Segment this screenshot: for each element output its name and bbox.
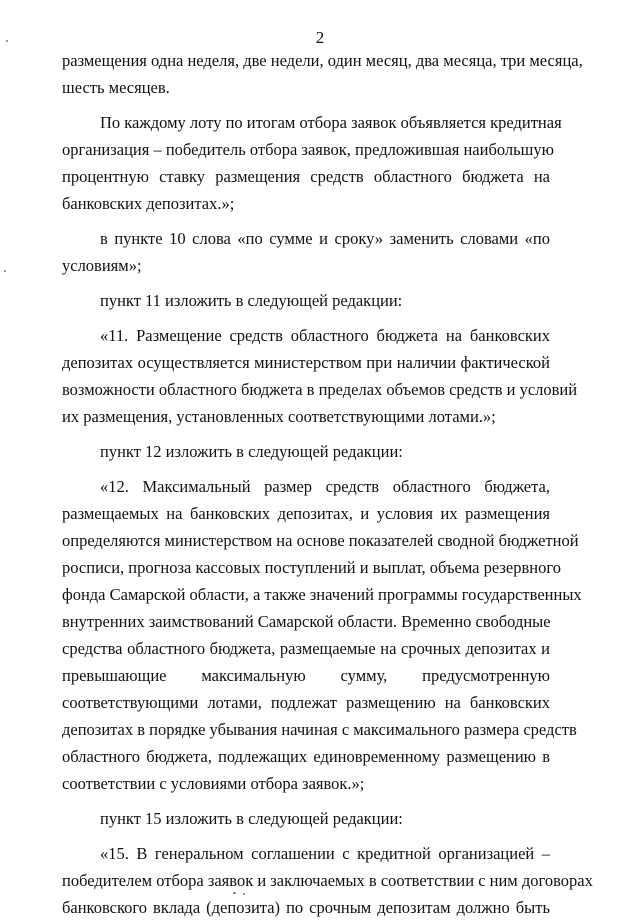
text-line: «15. В генеральном соглашении с кредитной организацией – <box>100 844 550 863</box>
text-line: размещения одна неделя, две недели, один месяц, два месяца, три месяца, <box>62 51 583 70</box>
text-line: размещаемых на банковских депозитах, и условия их размещения <box>62 504 550 523</box>
text-line: соответствующими лотами, подлежат размещению на банковских <box>62 693 550 712</box>
text-line: областного бюджета, подлежащих единовременному размещению в <box>62 747 550 766</box>
text-line: превышающие максимальную сумму, предусмотренную <box>62 666 550 685</box>
text-line: росписи, прогноза кассовых поступлений и выплат, объема резервного <box>62 558 561 577</box>
text-line: средства областного бюджета, размещаемые на срочных депозитах и <box>62 639 550 658</box>
text-line: «12. Максимальный размер средств областного бюджета, <box>100 477 550 496</box>
text-line: возможности областного бюджета в пределах объемов средств и условий <box>62 380 578 399</box>
text-line: определяются министерством на основе показателей сводной бюджетной <box>62 531 579 550</box>
text-line: «11. Размещение средств областного бюджета на банковских <box>100 326 550 345</box>
text-line: шесть месяцев. <box>62 78 170 97</box>
scan-artifact <box>6 40 8 42</box>
text-line: пункт 15 изложить в следующей редакции: <box>100 809 403 828</box>
text-line: процентную ставку размещения средств областного бюджета на <box>62 167 550 186</box>
scan-artifact <box>4 270 6 272</box>
document-body <box>62 47 593 921</box>
scan-artifact <box>233 892 236 894</box>
text-line: победителем отбора заявок и заключаемых в соответствии с ним договорах <box>62 871 593 890</box>
text-line: депозитах в порядке убывания начиная с максимального размера средств <box>62 720 577 739</box>
text-line: банковских депозитах.»; <box>62 194 235 213</box>
text-line: пункт 12 изложить в следующей редакции: <box>100 442 403 461</box>
text-line: соответствии с условиями отбора заявок.»; <box>62 774 365 793</box>
text-line: пункт 11 изложить в следующей редакции: <box>100 291 403 310</box>
text-line: организация – победитель отбора заявок, предложившая наибольшую <box>62 140 554 159</box>
text-line: их размещения, установленных соответствующими лотами.»; <box>62 407 496 426</box>
text-line: депозитах осуществляется министерством при наличии фактической <box>62 353 550 372</box>
text-line: внутренних заимствований Самарской области. Временно свободные <box>62 612 551 631</box>
text-line: в пункте 10 слова «по сумме и сроку» заменить словами «по <box>100 229 550 248</box>
scan-artifact <box>243 893 245 895</box>
page-number: 2 <box>315 28 325 47</box>
text-line: условиям»; <box>62 256 142 275</box>
text-line: банковского вклада (депозита) по срочным депозитам должно быть <box>62 898 550 917</box>
text-line: фонда Самарской области, а также значений программы государственных <box>62 585 582 604</box>
text-line: По каждому лоту по итогам отбора заявок объявляется кредитная <box>100 113 562 132</box>
